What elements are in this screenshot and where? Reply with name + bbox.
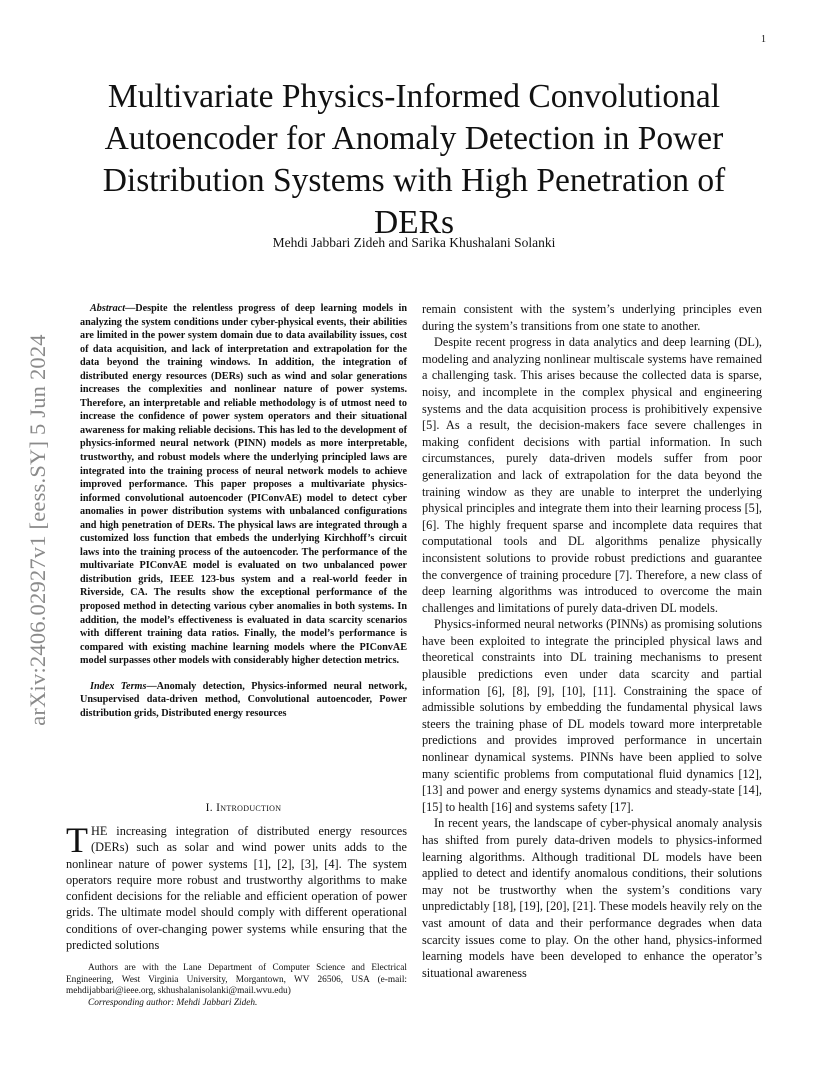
body-paragraph: remain consistent with the system’s underlying principles even during the system’s transitions from one state to another. [422, 302, 762, 333]
index-terms-text: —Anomaly detection, Physics-informed neural network, Unsupervised data-driven method, Convolutional autoencoder, Power distribution grids, Distributed energy resources [80, 680, 407, 719]
arxiv-identifier [18, 290, 58, 770]
index-terms [80, 680, 407, 721]
section-heading-introduction [80, 802, 407, 814]
intro-text: HE increasing integration of distributed energy resources (DERs) such as solar and wind power units adds to the nonlinear nature of power systems [1], [2], [3], [4]. The system operators require more robust and trustworthy algorithms to make confident decisions for the reliable and efficient operation of power grids. The ultimate model should comply with different operational conditions of over-changing power systems while ensuring that the predicted solutions [66, 824, 407, 953]
arxiv-identifier-text: arXiv:2406.02927v1 [eess.SY] 5 Jun 2024 [25, 334, 50, 726]
body-paragraph: In recent years, the landscape of cyber-physical anomaly analysis has shifted from purely data-driven models to physics-informed learning algorithms. Although traditional DL models have been applied to detect and identify anomalous conditions, their solutions may not be trustworthy when the system’s conditions vary unpredictably [18], [19], [20], [21]. These models heavily rely on the vast amount of data and their performance degrades when data scarcity issues come to play. On the other hand, physics-informed learning models have been developed to enhance the operator’s situational awareness [422, 816, 762, 980]
right-column [422, 301, 762, 981]
footnote-corresponding-author: Corresponding author: Mehdi Jabbari Zideh. [88, 997, 258, 1008]
footnote-affiliation: Authors are with the Lane Department of Computer Science and Electrical Engineering, West Virginia University, Morgantown, WV 26506, USA (e-mail: mehdijabbari@ieee.org, skhushalanisolanki@mail.wvu.edu) [66, 963, 407, 997]
section-heading-text: I. Introduction [205, 802, 282, 814]
body-paragraph: Physics-informed neural networks (PINNs) as promising solutions have been exploited to integrate the principled physical laws and theoretical constraints into DL training mechanisms to present plausible predictions even under data scarcity and partial information [6], [8], [9], [10], [11]. Constraining the space of admissible solutions by embedding the fundamental physical laws steers the training phase of DL models toward more interpretable predictions and provides improved performance in uncertain nonlinear dynamical systems. PINNs have been applied to solve many scientific problems from computational fluid dynamics [12], [13] and power and energy systems dynamics and steady-state [14], [15] to health [16] and systems safety [17]. [422, 617, 762, 814]
abstract-lead: Abstract [90, 303, 126, 314]
left-column [80, 302, 407, 720]
footnote [66, 963, 407, 1009]
page-number: 1 [761, 34, 766, 45]
drop-cap: T [66, 820, 88, 860]
abstract [80, 302, 407, 668]
abstract-text: —Despite the relentless progress of deep learning models in analyzing the system conditions under cyber-physical events, their abilities are limited in the power system domain due to data availability issues, cost of data acquisition, and lack of interpretation and extrapolation for the data beyond the training windows. In addition, the integration of distributed energy resources (DERs) such as wind and solar generations increases the complexities and nonlinear nature of power systems. Therefore, an interpretable and reliable methodology is of utmost need to increase the confidence of power system operators and their situational awareness for making reliable decisions. This has led to the development of physics-informed neural network (PINN) models as more interpretable, trustworthy, and robust models where the underlying principled laws are integrated into the training process of neural network models to achieve improved performance. This paper proposes a multivariate physics-informed convolutional autoencoder (PIConvAE) model to detect cyber anomalies in power distribution systems with unbalanced configurations and high penetration of DERs. The physical laws are integrated through a customized loss function that embeds the underlying Kirchhoff’s circuit laws into the training process of the autoencoder. The performance of the multivariate PIConvAE model is evaluated on two unbalanced power distribution grids, IEEE 123-bus system and a real-world feeder in Riverside, CA. The results show the exceptional performance of the proposed method in detecting various cyber anomalies in both systems. In addition, the model’s effectiveness is evaluated in data scarcity scenarios with different training data ratios. Finally, the model’s performance is compared with existing machine learning models where the PIConvAE model surpasses other models with considerably higher detection metrics. [80, 303, 407, 667]
index-terms-lead: Index Terms [90, 680, 147, 692]
intro-paragraph [66, 820, 407, 953]
paper-title: Multivariate Physics-Informed Convolutional Autoencoder for Anomaly Detection in Power Distribution Systems with High Penetration of DERs [102, 78, 726, 241]
body-paragraph: Despite recent progress in data analytics and deep learning (DL), modeling and analyzing nonlinear multiscale systems have remained a challenging task. This arises because the collected data is sparse, noisy, and incomplete in the complex physical and engineering systems and the data acquisition process is prohibitively expensive [5]. As a result, the decision-makers face severe challenges in making confident decisions with partial information. In such circumstances, purely data-driven models suffer from poor generalization and lack of extrapolation for the data beyond the training window as they are unable to interpret the underlying physical principles and integrate them into their learning process [5], [6]. The highly frequent sparse and incomplete data requires that computational tools and DL algorithms penalize physically inconsistent solutions to provide robust predictions and guarantee the convergence of training procedure [7]. Therefore, a new class of deep learning algorithms was introduced to overcome the main challenges and limitations of purely data-driven DL models. [422, 335, 762, 615]
paper-authors: Mehdi Jabbari Zideh and Sarika Khushalani Solanki [272, 235, 556, 250]
